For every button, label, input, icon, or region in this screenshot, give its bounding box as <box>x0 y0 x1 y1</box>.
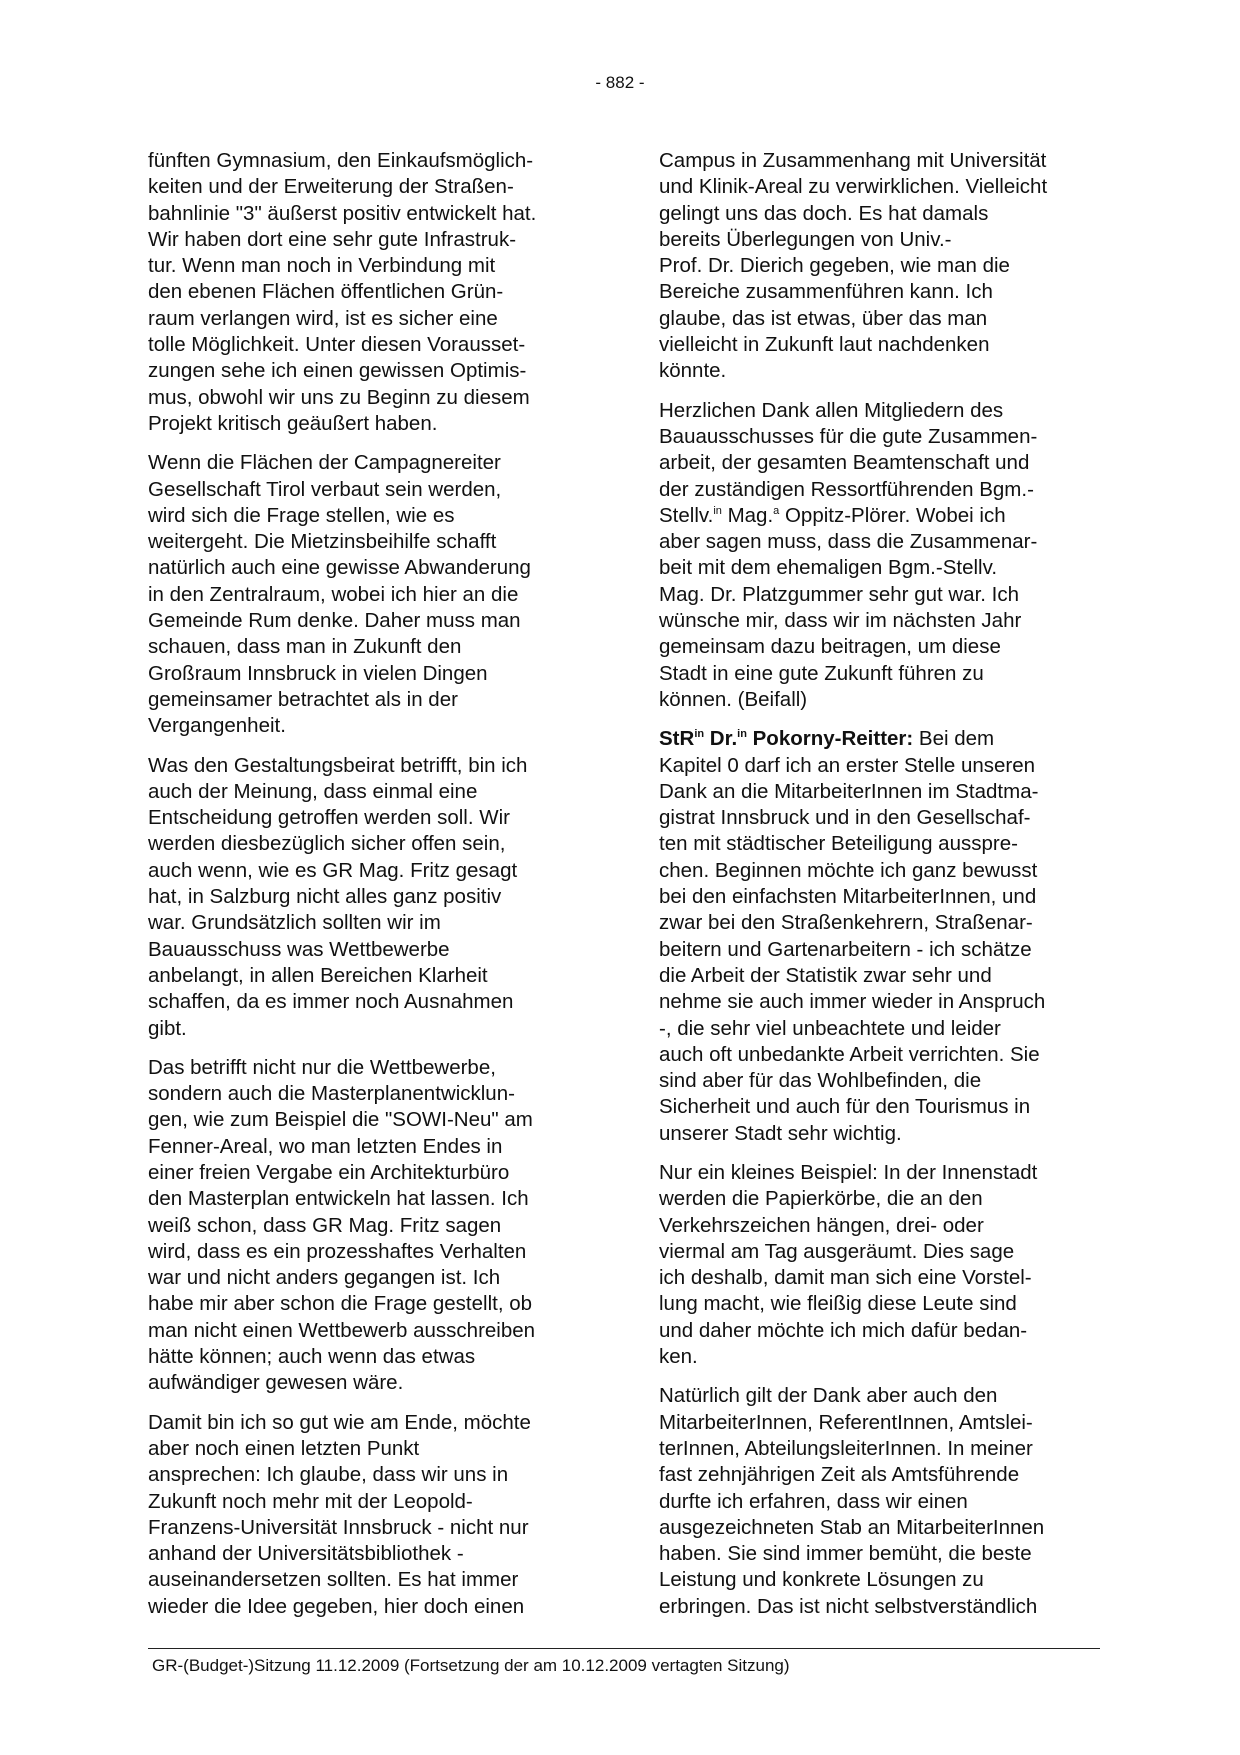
text-line: ausgezeichneten Stab an MitarbeiterInnen <box>659 1515 1045 1539</box>
text-line: terInnen, AbteilungsleiterInnen. In meiner <box>659 1436 1033 1460</box>
text-line: aufwändiger gewesen wäre. <box>148 1371 404 1395</box>
text-line <box>659 726 1101 752</box>
text-line: werden die Papierkörbe, die an den <box>659 1187 983 1211</box>
text-line: Bauausschuss was Wettbewerbe <box>148 937 450 961</box>
text-line: Vergangenheit. <box>148 714 286 738</box>
footer-divider <box>148 1648 1100 1649</box>
text-line: keiten und der Erweiterung der Straßen- <box>148 175 514 199</box>
text-line: anhand der Universitätsbibliothek - <box>148 1542 464 1566</box>
text-line: -, die sehr viel unbeachtete und leider <box>659 1016 1001 1040</box>
text-line: Was den Gestaltungsbeirat betrifft, bin ich <box>148 753 528 777</box>
paragraph <box>148 450 590 739</box>
text-line: Stadt in eine gute Zukunft führen zu <box>659 661 984 685</box>
text-line: tolle Möglichkeit. Unter diesen Vorausset- <box>148 333 526 357</box>
text-line: die Arbeit der Statistik zwar sehr und <box>659 963 992 987</box>
text-line: Herzlichen Dank allen Mitgliedern des <box>659 398 1004 422</box>
text-line: hat, in Salzburg nicht alles ganz positiv <box>148 885 502 909</box>
text-line: Projekt kritisch geäußert haben. <box>148 411 438 435</box>
text-line: habe mir aber schon die Frage gestellt, ob <box>148 1292 533 1316</box>
text-line: natürlich auch eine gewisse Abwanderung <box>148 556 531 580</box>
paragraph <box>148 148 590 437</box>
text-line: und Klinik-Areal zu verwirklichen. Vielleicht <box>659 175 1048 199</box>
text-line: wird sich die Frage stellen, wie es <box>148 503 455 527</box>
text-line: zwar bei den Straßenkehrern, Straßenar- <box>659 911 1033 935</box>
text-line: können. (Beifall) <box>659 687 808 711</box>
right-column <box>659 148 1101 1633</box>
paragraph <box>148 1055 590 1397</box>
text-line: mus, obwohl wir uns zu Beginn zu diesem <box>148 385 530 409</box>
text-line: nehme sie auch immer wieder in Anspruch <box>659 990 1046 1014</box>
text-line: hätte können; auch wenn das etwas <box>148 1345 476 1369</box>
text-line: viermal am Tag ausgeräumt. Dies sage <box>659 1239 1015 1263</box>
text-line: Dank an die MitarbeiterInnen im Stadtma- <box>659 779 1039 803</box>
text-line: aber sagen muss, dass die Zusammenar- <box>659 530 1038 554</box>
text-fragment: Dr. <box>704 727 738 751</box>
text-line: Entscheidung getroffen werden soll. Wir <box>148 806 510 830</box>
text-line: war und nicht anders gegangen ist. Ich <box>148 1266 501 1290</box>
text-line <box>659 503 1101 529</box>
paragraph <box>659 726 1101 1147</box>
text-line: Großraum Innsbruck in vielen Dingen <box>148 661 488 685</box>
text-line: den ebenen Flächen öffentlichen Grün- <box>148 280 504 304</box>
paragraph <box>659 1160 1101 1370</box>
text-line: lung macht, wie fleißig diese Leute sind <box>659 1292 1017 1316</box>
text-line: schauen, dass man in Zukunft den <box>148 635 462 659</box>
text-line: Franzens-Universität Innsbruck - nicht nur <box>148 1515 529 1539</box>
paragraph <box>659 1383 1101 1620</box>
text-line: fast zehnjährigen Zeit als Amtsführende <box>659 1463 1020 1487</box>
text-line: schaffen, da es immer noch Ausnahmen <box>148 990 514 1014</box>
text-line: gemeinsamer betrachtet als in der <box>148 687 458 711</box>
text-fragment: Oppitz-Plörer. Wobei ich <box>779 503 1006 527</box>
paragraph <box>148 1410 590 1620</box>
text-line: wieder die Idee gegeben, hier doch einen <box>148 1594 525 1618</box>
paragraph <box>148 753 590 1042</box>
text-line: MitarbeiterInnen, ReferentInnen, Amtslei- <box>659 1410 1033 1434</box>
text-line: Das betrifft nicht nur die Wettbewerbe, <box>148 1055 496 1079</box>
text-line: bahnlinie "3" äußerst positiv entwickelt hat. <box>148 201 537 225</box>
text-line: der zuständigen Ressortführenden Bgm.- <box>659 477 1034 501</box>
paragraph <box>659 148 1101 385</box>
text-line: könnte. <box>659 359 727 383</box>
text-line: wünsche mir, dass wir im nächsten Jahr <box>659 609 1022 633</box>
text-line: war. Grundsätzlich sollten wir im <box>148 911 441 935</box>
text-line: Leistung und konkrete Lösungen zu <box>659 1568 984 1592</box>
text-line: bereits Überlegungen von Univ.- <box>659 227 952 251</box>
text-line: werden diesbezüglich sicher offen sein, <box>148 832 506 856</box>
text-fragment: Bei dem <box>913 727 995 751</box>
text-line: ken. <box>659 1345 698 1369</box>
text-line: chen. Beginnen möchte ich ganz bewusst <box>659 858 1038 882</box>
text-line: fünften Gymnasium, den Einkaufsmöglich- <box>148 149 534 172</box>
text-line: Gesellschaft Tirol verbaut sein werden, <box>148 477 502 501</box>
text-line: zungen sehe ich einen gewissen Optimis- <box>148 359 527 383</box>
text-line: tur. Wenn man noch in Verbindung mit <box>148 254 496 278</box>
text-line: bei den einfachsten MitarbeiterInnen, und <box>659 885 1037 909</box>
text-line: ten mit städtischer Beteiligung ausspre- <box>659 832 1018 856</box>
text-line: gen, wie zum Beispiel die "SOWI-Neu" am <box>148 1108 533 1132</box>
text-line: beitern und Gartenarbeitern - ich schätze <box>659 937 1032 961</box>
text-line: Bauausschusses für die gute Zusammen- <box>659 424 1038 448</box>
text-line: gemeinsam dazu beitragen, um diese <box>659 635 1001 659</box>
text-line: anbelangt, in allen Bereichen Klarheit <box>148 963 488 987</box>
text-line: Gemeinde Rum denke. Daher muss man <box>148 609 521 633</box>
text-line: raum verlangen wird, ist es sicher eine <box>148 306 498 330</box>
text-line: gibt. <box>148 1016 187 1040</box>
superscript: a <box>773 504 780 517</box>
text-line: ich deshalb, damit man sich eine Vorstel- <box>659 1266 1032 1290</box>
text-line: auseinandersetzen sollten. Es hat immer <box>148 1568 519 1592</box>
paragraph <box>659 398 1101 714</box>
text-line: aber noch einen letzten Punkt <box>148 1436 420 1460</box>
text-fragment: Stellv. <box>659 503 714 527</box>
text-line: Nur ein kleines Beispiel: In der Innenstadt <box>659 1160 1038 1184</box>
superscript: in <box>713 504 722 517</box>
text-line: sondern auch die Masterplanentwicklun- <box>148 1082 515 1106</box>
text-line: Kapitel 0 darf ich an erster Stelle unseren <box>659 753 1036 777</box>
left-column <box>148 148 590 1633</box>
text-line: und daher möchte ich mich dafür bedan- <box>659 1318 1028 1342</box>
page-footer: GR-(Budget-)Sitzung 11.12.2009 (Fortsetzung der am 10.12.2009 vertagten Sitzung) <box>152 1656 790 1675</box>
text-line: Damit bin ich so gut wie am Ende, möchte <box>148 1410 531 1434</box>
text-line: Sicherheit und auch für den Tourismus in <box>659 1095 1031 1119</box>
text-line: weiß schon, dass GR Mag. Fritz sagen <box>148 1213 502 1237</box>
text-line: Natürlich gilt der Dank aber auch den <box>659 1384 998 1408</box>
text-line: gistrat Innsbruck und in den Gesellschaf- <box>659 806 1031 830</box>
text-line: Campus in Zusammenhang mit Universität <box>659 149 1047 172</box>
text-line: Wenn die Flächen der Campagnereiter <box>148 451 501 475</box>
text-line: Wir haben dort eine sehr gute Infrastruk- <box>148 227 517 251</box>
text-line: den Masterplan entwickeln hat lassen. Ich <box>148 1187 529 1211</box>
text-line: einer freien Vergabe ein Architekturbüro <box>148 1160 510 1184</box>
speaker-name <box>659 727 913 750</box>
text-line: wird, dass es ein prozesshaftes Verhalten <box>148 1239 527 1263</box>
text-line: durfte ich erfahren, dass wir einen <box>659 1489 968 1513</box>
text-line: erbringen. Das ist nicht selbstverständlich <box>659 1594 1038 1618</box>
text-line: beit mit dem ehemaligen Bgm.-Stellv. <box>659 556 998 580</box>
text-line: arbeit, der gesamten Beamtenschaft und <box>659 451 1030 475</box>
text-line: Mag. Dr. Platzgummer sehr gut war. Ich <box>659 582 1020 606</box>
text-fragment: Mag. <box>721 503 774 527</box>
text-line: man nicht einen Wettbewerb ausschreiben <box>148 1318 536 1342</box>
text-line: auch der Meinung, dass einmal eine <box>148 779 478 803</box>
text-line: sind aber für das Wohlbefinden, die <box>659 1069 982 1093</box>
text-line: Verkehrszeichen hängen, drei- oder <box>659 1213 984 1237</box>
text-line: Zukunft noch mehr mit der Leopold- <box>148 1489 473 1513</box>
text-line: in den Zentralraum, wobei ich hier an die <box>148 582 519 606</box>
text-line: Prof. Dr. Dierich gegeben, wie man die <box>659 254 1010 278</box>
text-fragment: Pokorny-Reitter: <box>746 727 914 751</box>
text-line: haben. Sie sind immer bemüht, die beste <box>659 1542 1032 1566</box>
text-fragment: StR <box>659 727 695 751</box>
superscript: in <box>694 728 705 741</box>
text-line: Fenner-Areal, wo man letzten Endes in <box>148 1134 503 1158</box>
text-line: vielleicht in Zukunft laut nachdenken <box>659 333 990 357</box>
text-line: Bereiche zusammenführen kann. Ich <box>659 280 993 304</box>
text-line: unserer Stadt sehr wichtig. <box>659 1121 902 1145</box>
text-line: auch oft unbedankte Arbeit verrichten. Sie <box>659 1042 1040 1066</box>
text-line: auch wenn, wie es GR Mag. Fritz gesagt <box>148 858 518 882</box>
text-line: weitergeht. Die Mietzinsbeihilfe schafft <box>148 530 497 554</box>
page-number: - 882 - <box>595 73 645 92</box>
text-line: glaube, das ist etwas, über das man <box>659 306 988 330</box>
text-line: ansprechen: Ich glaube, dass wir uns in <box>148 1463 509 1487</box>
text-line: gelingt uns das doch. Es hat damals <box>659 201 989 225</box>
superscript: in <box>737 728 747 741</box>
